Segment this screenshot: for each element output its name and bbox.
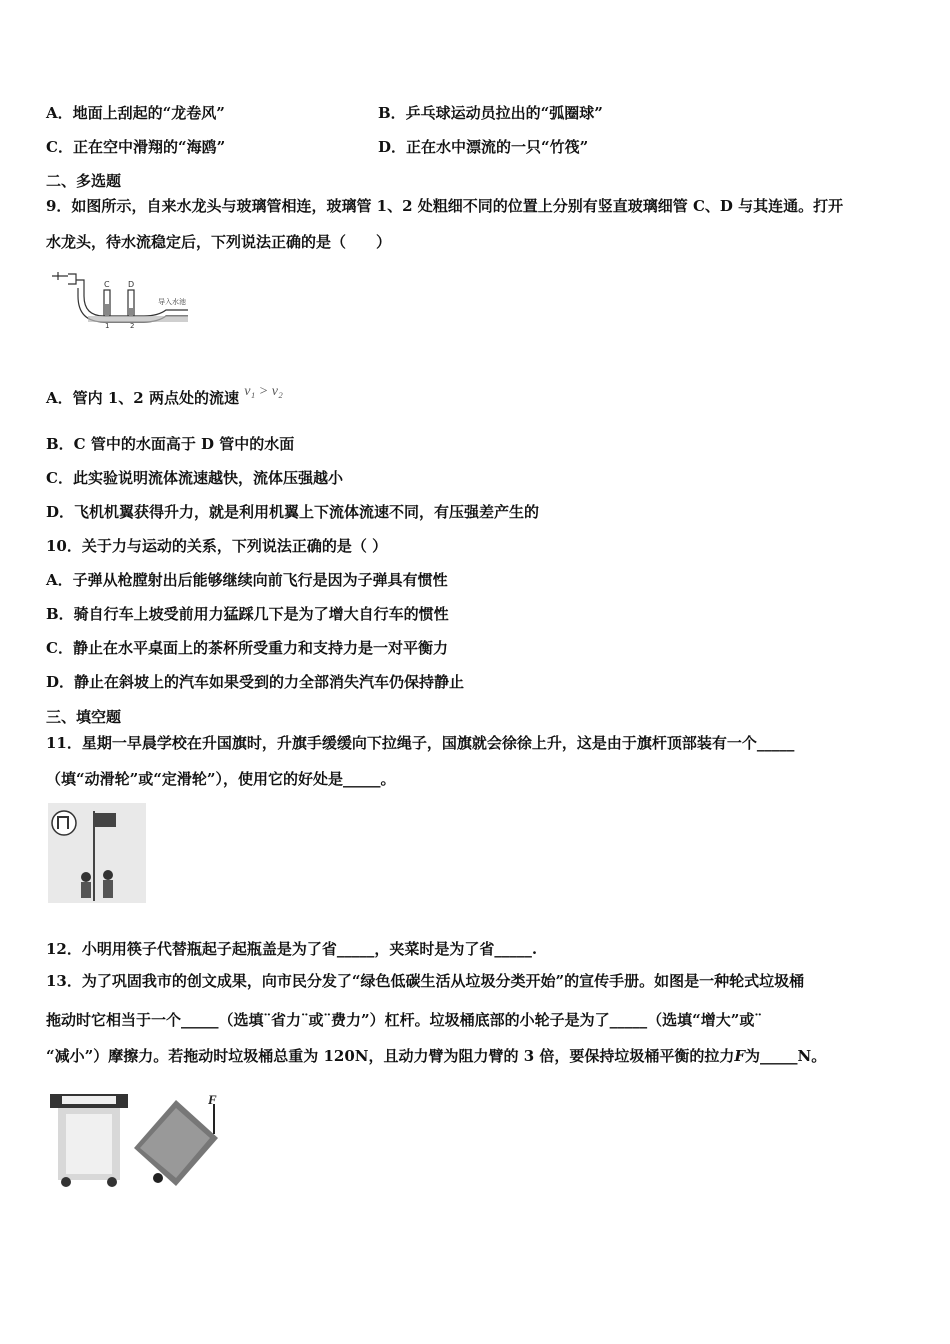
q12-stem: 12．小明用筷子代替瓶起子起瓶盖是为了省_____，夹菜时是为了省_____. — [46, 940, 538, 958]
q9-stem-line1: 9．如图所示，自来水龙头与玻璃管相连，玻璃管 1、2 处粗细不同的位置上分别有竖直玻璃细管 C、D 与其连通。打开 — [46, 197, 844, 215]
q13-stem-line3-tail: 为_____N。 — [745, 1047, 827, 1065]
q13-stem-line3 — [46, 1046, 826, 1066]
tilted-trash-bin — [134, 1092, 218, 1186]
q9-option-d: D．飞机机翼获得升力，就是利用机翼上下流体流速不同，有压强差产生的 — [46, 503, 540, 521]
q9-option-a — [46, 384, 283, 410]
label-d: D — [128, 280, 135, 289]
q13-force-symbol: F — [734, 1047, 746, 1065]
q8-option-d: D．正在水中漂流的一只“竹筏” — [378, 138, 589, 156]
q13-stem-line2: 拖动时它相当于一个_____（选填¨省力¨或¨费力”）杠杆。垃圾桶底部的小轮子是为了_____（选填“增大”或¨ — [46, 1011, 762, 1029]
q10-option-a: A．子弹从枪膛射出后能够继续向前飞行是因为子弹具有惯性 — [46, 571, 448, 589]
q9-velocity-formula: v₁ > v₂ — [244, 384, 283, 399]
q10-option-d: D．静止在斜坡上的汽车如果受到的力全部消失汽车仍保持静止 — [46, 673, 465, 691]
label-outlet: 导入水池 — [158, 298, 186, 306]
q8-option-b: B．乒乓球运动员拉出的“弧圈球” — [378, 104, 603, 122]
q11-flagpole-figure — [48, 803, 146, 903]
flag-icon — [94, 813, 116, 827]
q11-stem-line2: （填“动滑轮”或“定滑轮”），使用它的好处是_____。 — [46, 770, 396, 788]
q9-option-b: B．C 管中的水面高于 D 管中的水面 — [46, 435, 295, 453]
force-label: F — [208, 1092, 217, 1107]
q9-option-a-text: A．管内 1、2 两点处的流速 — [46, 389, 239, 407]
q9-faucet-tube-figure — [48, 266, 198, 328]
q13-stem-line3-text: “减小”）摩擦力。若拖动时垃圾桶总重为 120N，且动力臂为阻力臂的 3 倍，要保持垃圾桶平衡的拉力 — [46, 1047, 735, 1065]
q10-option-c: C．静止在水平桌面上的茶杯所受重力和支持力是一对平衡力 — [46, 639, 448, 657]
label-2: 2 — [130, 322, 135, 328]
q8-option-a: A．地面上刮起的“龙卷风” — [46, 104, 225, 122]
upright-trash-bin — [50, 1094, 128, 1187]
q10-stem: 10．关于力与运动的关系，下列说法正确的是（ ） — [46, 537, 388, 555]
label-c: C — [104, 280, 110, 289]
faucet-icon — [52, 272, 76, 284]
section-title-fill-in: 三、填空题 — [46, 708, 122, 726]
q13-stem-line1: 13．为了巩固我市的创文成果，向市民分发了“绿色低碳生活从垃圾分类开始”的宣传手册。如图是一种轮式垃圾桶 — [46, 972, 805, 990]
section-title-multiple-choice: 二、多选题 — [46, 172, 122, 190]
q13-trash-bin-figure — [48, 1090, 224, 1190]
label-1: 1 — [105, 322, 110, 328]
q11-stem-line1: 11．星期一早晨学校在升国旗时，升旗手缓缓向下拉绳子，国旗就会徐徐上升，这是由于旗杆顶部装有一个_____ — [46, 734, 795, 752]
pulley-icon — [52, 811, 76, 835]
q9-option-c: C．此实验说明流体流速越快，流体压强越小 — [46, 469, 343, 487]
q9-stem-line2: 水龙头，待水流稳定后，下列说法正确的是（ ） — [46, 233, 392, 251]
q10-option-b: B．骑自行车上坡受前用力猛踩几下是为了增大自行车的惯性 — [46, 605, 449, 623]
q8-option-c: C．正在空中滑翔的“海鸥” — [46, 138, 226, 156]
